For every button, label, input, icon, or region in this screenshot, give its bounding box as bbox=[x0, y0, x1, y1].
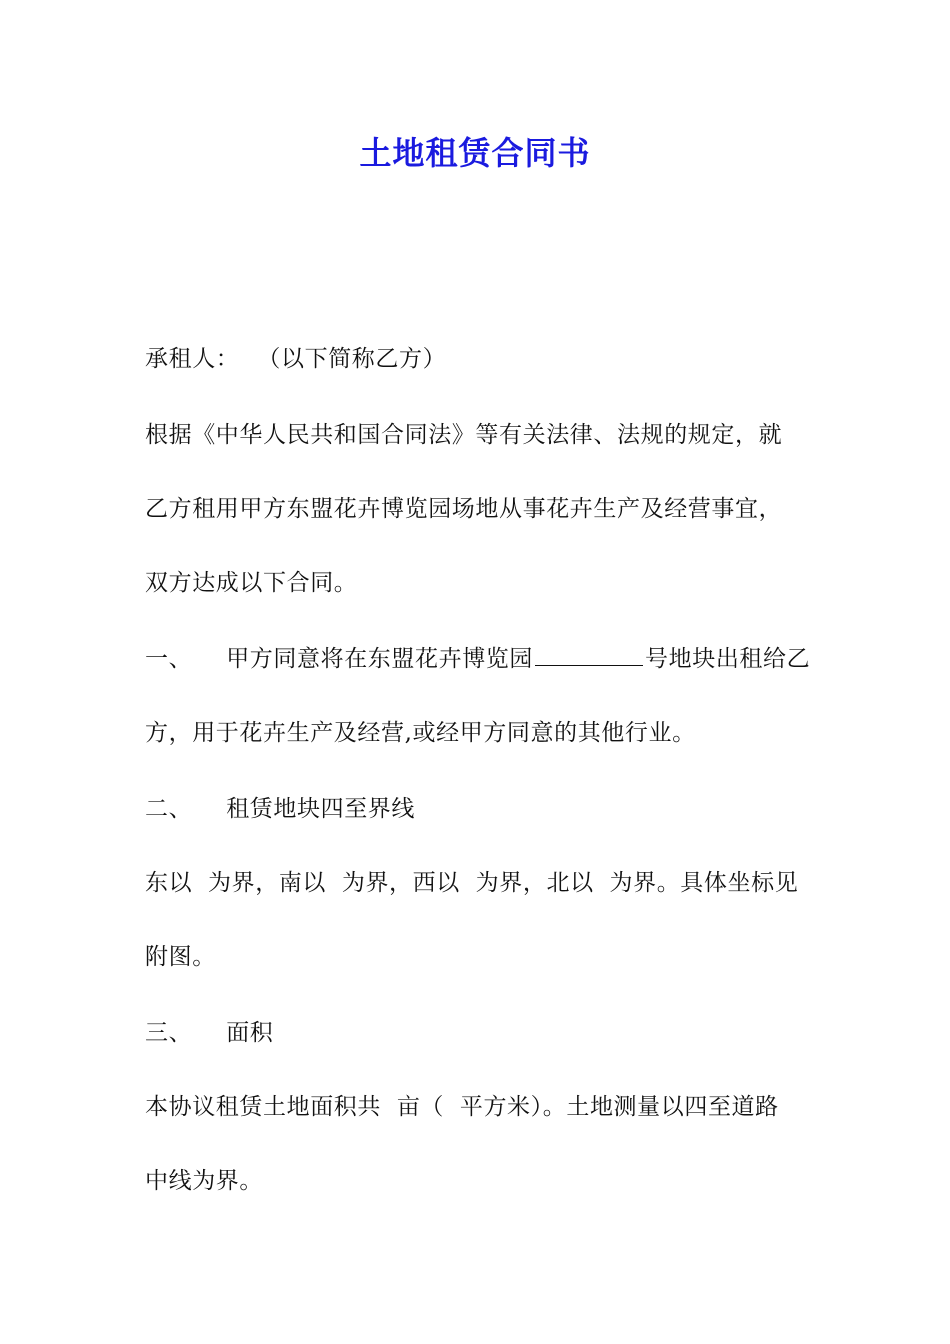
section-3-body-line-2: 中线为界。 bbox=[145, 1168, 263, 1194]
section-2-title: 租赁地块四至界线 bbox=[226, 796, 416, 822]
section-2-number: 二、 bbox=[145, 796, 193, 822]
lessee-note: （以下简称乙方） bbox=[257, 346, 447, 372]
section-1-line-2: 方，用于花卉生产及经营,或经甲方同意的其他行业。 bbox=[145, 720, 696, 746]
section-2-body-line-1: 东以 为界，南以 为界，西以 为界，北以 为界。具体坐标见 bbox=[145, 870, 799, 896]
section-1-number: 一、 bbox=[145, 646, 193, 672]
section-1-text-before: 甲方同意将在东盟花卉博览园 bbox=[226, 646, 534, 672]
section-3-title: 面积 bbox=[226, 1020, 274, 1046]
plot-number-blank bbox=[535, 645, 643, 666]
intro-line-1: 根据《中华人民共和国合同法》等有关法律、法规的规定，就 bbox=[145, 422, 783, 448]
section-2-heading bbox=[145, 794, 810, 824]
section-3-heading bbox=[145, 1018, 810, 1048]
intro-line-3: 双方达成以下合同。 bbox=[145, 570, 358, 596]
section-3-body-line-1: 本协议租赁土地面积共 亩（ 平方米）。土地测量以四至道路 bbox=[145, 1094, 779, 1120]
section-3-number: 三、 bbox=[145, 1020, 193, 1046]
section-1-line-1 bbox=[145, 644, 810, 674]
lessee-line bbox=[145, 344, 810, 374]
section-1-text-after: 号地块出租给乙 bbox=[645, 646, 811, 672]
lessee-label: 承租人： bbox=[145, 346, 240, 372]
intro-line-2: 乙方租用甲方东盟花卉博览园场地从事花卉生产及经营事宜， bbox=[145, 496, 783, 522]
document-title: 土地租赁合同书 bbox=[359, 134, 591, 172]
section-2-body-line-2: 附图。 bbox=[145, 944, 216, 970]
